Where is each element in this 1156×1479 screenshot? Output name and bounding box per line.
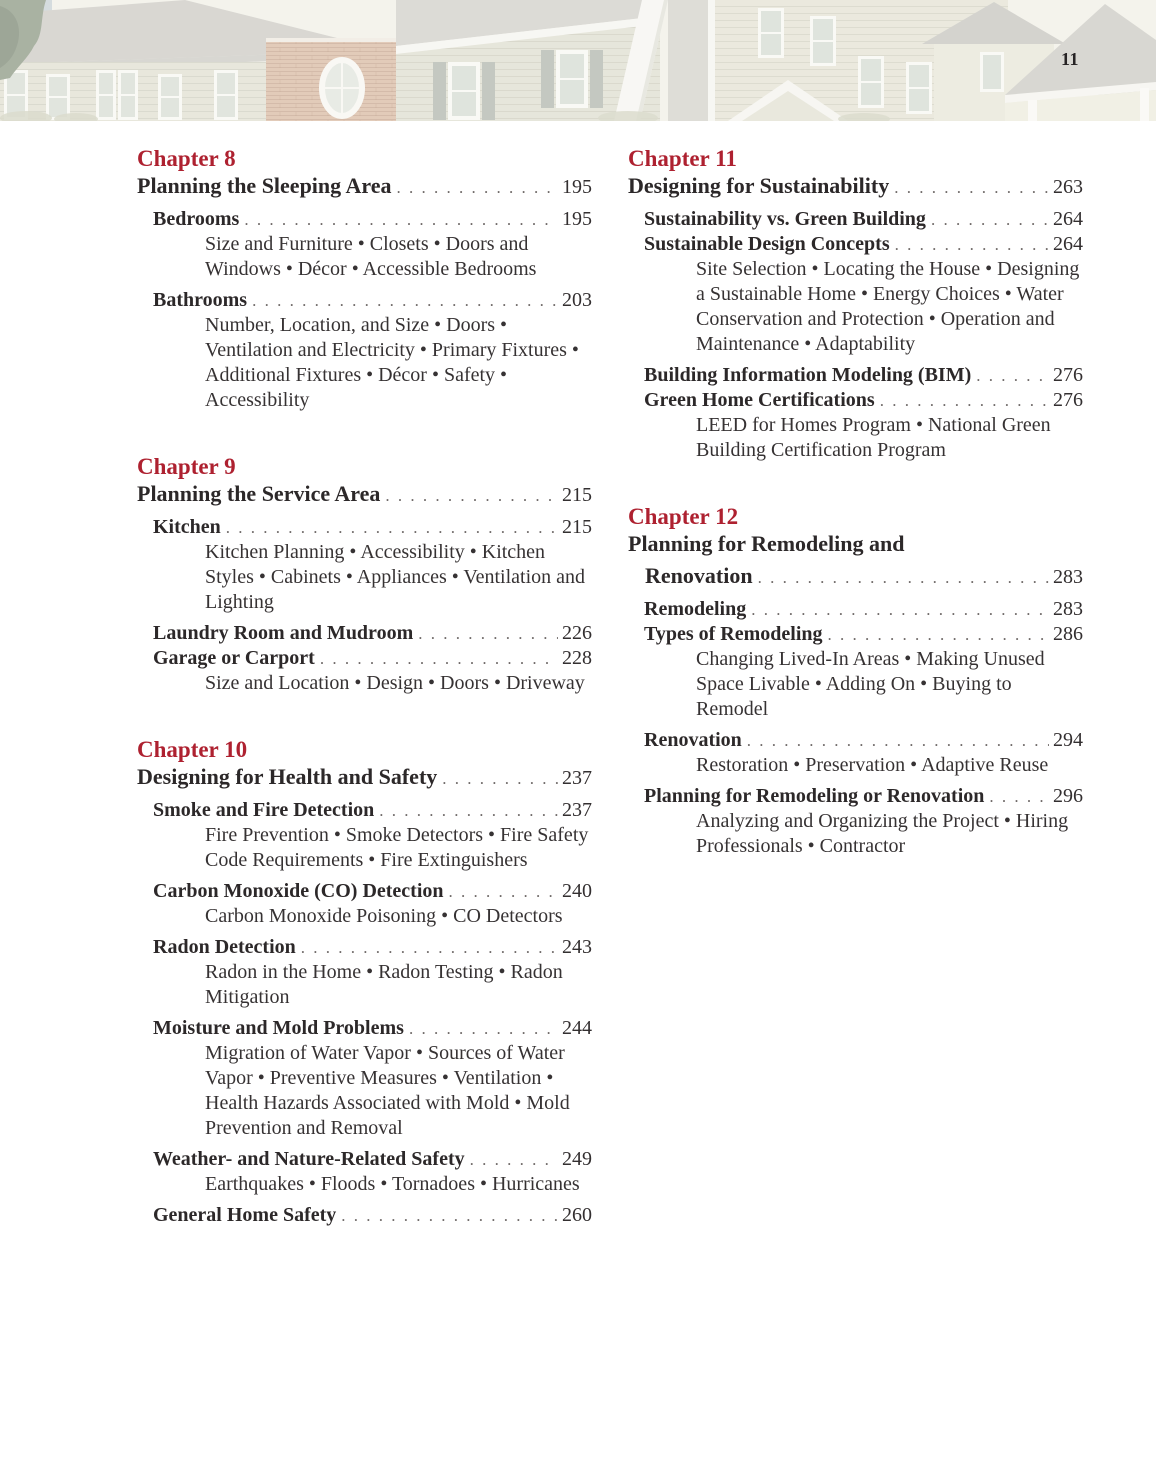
entry-label: Bathrooms xyxy=(153,289,248,311)
chapter-block xyxy=(137,455,592,696)
toc-line xyxy=(137,515,592,540)
entry-label: Carbon Monoxide (CO) Detection xyxy=(153,880,444,902)
entry-page-number: 264 xyxy=(1053,233,1083,255)
chapter-label: Chapter 8 xyxy=(137,146,236,171)
toc-line xyxy=(628,207,1083,232)
entry-label: Planning the Sleeping Area xyxy=(137,173,392,198)
entry-page-number: 195 xyxy=(562,208,592,230)
topic-list: Number, Location, and Size • Doors • Ventilation and Electricity • Primary Fixtures • Additional Fixtures • Décor • Safety • Accessibility xyxy=(205,314,579,411)
toc-column-left xyxy=(137,147,592,1270)
dot-leader xyxy=(301,935,558,960)
toc-line xyxy=(628,597,1083,622)
chapter-block xyxy=(137,147,592,413)
entry-page-number: 249 xyxy=(562,1148,592,1170)
chapter-block xyxy=(628,147,1083,463)
entry-page-number: 283 xyxy=(1053,566,1083,588)
dot-leader xyxy=(320,646,558,671)
chapter-label: Chapter 9 xyxy=(137,454,236,479)
dot-leader xyxy=(244,207,558,232)
dot-leader xyxy=(828,622,1049,647)
entry-page-number: 276 xyxy=(1053,389,1083,411)
toc-line xyxy=(628,363,1083,388)
dot-leader xyxy=(449,879,558,904)
entry-label: Renovation xyxy=(645,563,753,588)
entry-page-number: 215 xyxy=(562,516,592,538)
dot-leader xyxy=(747,728,1049,753)
entry-label: Designing for Sustainability xyxy=(628,173,890,198)
entry-page-number: 276 xyxy=(1053,364,1083,386)
entry-page-number: 294 xyxy=(1053,729,1083,751)
toc-line xyxy=(628,728,1083,753)
topic-list: Kitchen Planning • Accessibility • Kitchen Styles • Cabinets • Appliances • Ventilation and Lighting xyxy=(205,541,586,613)
dot-leader xyxy=(989,784,1049,809)
dot-leader xyxy=(385,483,558,509)
entry-page-number: 296 xyxy=(1053,785,1083,807)
entry-label: Planning the Service Area xyxy=(137,481,381,506)
entry-label: Radon Detection xyxy=(153,936,296,958)
entry-label: Bedrooms xyxy=(153,208,240,230)
toc-line xyxy=(137,207,592,232)
entry-page-number: 283 xyxy=(1053,598,1083,620)
toc-line xyxy=(628,563,1083,591)
topic-list: Carbon Monoxide Poisoning • CO Detectors xyxy=(205,905,563,927)
entry-label: Moisture and Mold Problems xyxy=(153,1017,404,1039)
dot-leader xyxy=(931,207,1049,232)
dot-leader xyxy=(751,597,1049,622)
page-number: 11 xyxy=(1060,49,1079,69)
entry-label: Kitchen xyxy=(153,516,221,538)
entry-label: Garage or Carport xyxy=(153,647,315,669)
dot-leader xyxy=(226,515,558,540)
entry-label: General Home Safety xyxy=(153,1204,337,1226)
houses-photo-illustration xyxy=(0,0,1156,121)
entry-label: Remodeling xyxy=(644,598,747,620)
chapter-label: Chapter 10 xyxy=(137,737,248,762)
entry-label: Renovation xyxy=(644,729,742,751)
topic-list: Changing Lived-In Areas • Making Unused Space Livable • Adding On • Buying to Remodel xyxy=(696,648,1045,720)
chapter-block xyxy=(137,738,592,1228)
dot-leader xyxy=(396,175,558,201)
topic-list: Migration of Water Vapor • Sources of Water Vapor • Preventive Measures • Ventilation • Health Hazards Associated with Mold • Mold Prevention and Removal xyxy=(205,1042,570,1139)
entry-page-number: 263 xyxy=(1053,176,1083,198)
toc-line xyxy=(628,622,1083,647)
entry-page-number: 203 xyxy=(562,289,592,311)
toc-line xyxy=(137,646,592,671)
entry-page-number: 286 xyxy=(1053,623,1083,645)
entry-label: Designing for Health and Safety xyxy=(137,764,438,789)
toc-line xyxy=(137,1147,592,1172)
entry-page-number: 264 xyxy=(1053,208,1083,230)
topic-list: Site Selection • Locating the House • Designing a Sustainable Home • Energy Choices • Water Conservation and Protection • Operation and Maintenance • Adaptability xyxy=(696,258,1080,355)
dot-leader xyxy=(894,175,1049,201)
toc-line xyxy=(137,288,592,313)
dot-leader xyxy=(409,1016,558,1041)
toc-column-right xyxy=(628,147,1083,1270)
topic-list: Restoration • Preservation • Adaptive Reuse xyxy=(696,754,1049,776)
entry-label: Weather- and Nature-Related Safety xyxy=(153,1148,465,1170)
chapter-label: Chapter 11 xyxy=(628,146,737,171)
dot-leader xyxy=(895,232,1049,257)
toc-line xyxy=(137,879,592,904)
entry-label: Building Information Modeling (BIM) xyxy=(644,364,972,386)
toc-line xyxy=(137,1016,592,1041)
entry-page-number: 226 xyxy=(562,622,592,644)
toc-line xyxy=(137,798,592,823)
entry-label: Green Home Certifications xyxy=(644,389,875,411)
entry-page-number: 195 xyxy=(562,176,592,198)
topic-list: Fire Prevention • Smoke Detectors • Fire Safety Code Requirements • Fire Extinguishers xyxy=(205,824,589,871)
entry-page-number: 260 xyxy=(562,1204,592,1226)
dot-leader xyxy=(341,1203,558,1228)
dot-leader xyxy=(880,388,1049,413)
topic-list: Earthquakes • Floods • Tornadoes • Hurricanes xyxy=(205,1173,580,1195)
entry-label: Sustainable Design Concepts xyxy=(644,233,890,255)
chapter-label: Chapter 12 xyxy=(628,504,739,529)
entry-label: Planning for Remodeling or Renovation xyxy=(644,785,985,807)
entry-page-number: 215 xyxy=(562,484,592,506)
toc-line xyxy=(628,232,1083,257)
chapter-block xyxy=(628,505,1083,859)
toc-content xyxy=(137,147,1081,1270)
toc-line xyxy=(628,531,1083,557)
entry-label: Sustainability vs. Green Building xyxy=(644,208,926,230)
toc-line xyxy=(628,388,1083,413)
topic-list: LEED for Homes Program • National Green Building Certification Program xyxy=(696,414,1051,461)
dot-leader xyxy=(418,621,558,646)
topic-list: Analyzing and Organizing the Project • Hiring Professionals • Contractor xyxy=(696,810,1069,857)
toc-line xyxy=(137,1203,592,1228)
entry-label: Smoke and Fire Detection xyxy=(153,799,375,821)
toc-line xyxy=(137,481,592,509)
entry-page-number: 240 xyxy=(562,880,592,902)
toc-line xyxy=(628,784,1083,809)
dot-leader xyxy=(758,565,1049,591)
toc-line xyxy=(137,621,592,646)
entry-page-number: 228 xyxy=(562,647,592,669)
entry-page-number: 237 xyxy=(562,767,592,789)
dot-leader xyxy=(442,766,558,792)
entry-page-number: 237 xyxy=(562,799,592,821)
toc-line xyxy=(628,173,1083,201)
topic-list: Size and Location • Design • Doors • Driveway xyxy=(205,672,585,694)
dot-leader xyxy=(379,798,558,823)
entry-page-number: 244 xyxy=(562,1017,592,1039)
topic-list: Radon in the Home • Radon Testing • Radon Mitigation xyxy=(205,961,563,1008)
header-photo-banner xyxy=(0,0,1156,121)
entry-page-number: 243 xyxy=(562,936,592,958)
toc-line xyxy=(137,173,592,201)
entry-label: Laundry Room and Mudroom xyxy=(153,622,414,644)
topic-list: Size and Furniture • Closets • Doors and Windows • Décor • Accessible Bedrooms xyxy=(205,233,537,280)
dot-leader xyxy=(252,288,558,313)
dot-leader xyxy=(470,1147,558,1172)
entry-label: Planning for Remodeling and xyxy=(628,531,905,556)
toc-line xyxy=(137,764,592,792)
toc-line xyxy=(137,935,592,960)
dot-leader xyxy=(976,363,1049,388)
entry-label: Types of Remodeling xyxy=(644,623,823,645)
